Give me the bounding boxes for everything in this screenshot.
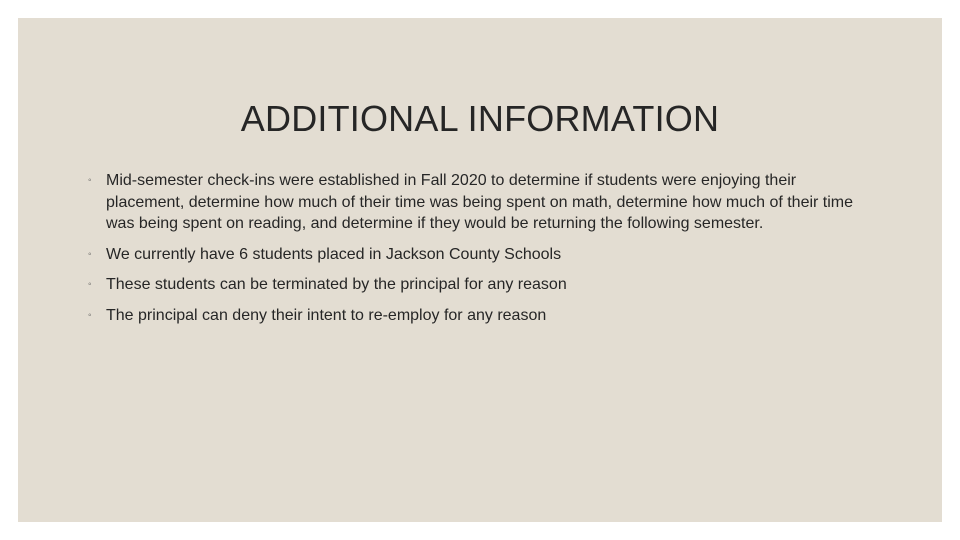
bullet-circle-icon: ◦	[88, 248, 92, 260]
bullet-text: We currently have 6 students placed in Jackson County Schools	[106, 245, 562, 263]
bullet-item	[88, 274, 858, 296]
bullet-list	[88, 170, 858, 335]
bullet-text: Mid-semester check-ins were established in Fall 2020 to determine if students were enjoying their placement, determine how much of their time was being spent on math, determine how much of their time was being spent on reading, and determine if they would be returning the following semester.	[106, 172, 854, 232]
bullet-text: The principal can deny their intent to re-employ for any reason	[106, 306, 547, 324]
slide-title: ADDITIONAL INFORMATION	[240, 98, 720, 139]
bullet-item	[88, 244, 858, 266]
bullet-circle-icon: ◦	[88, 309, 92, 321]
bullet-circle-icon: ◦	[88, 279, 92, 290]
bullet-item	[88, 170, 858, 235]
bullet-circle-icon: ◦	[88, 175, 92, 186]
bullet-item	[88, 305, 858, 327]
bullet-text: These students can be terminated by the principal for any reason	[106, 276, 567, 293]
slide-background	[18, 18, 942, 522]
